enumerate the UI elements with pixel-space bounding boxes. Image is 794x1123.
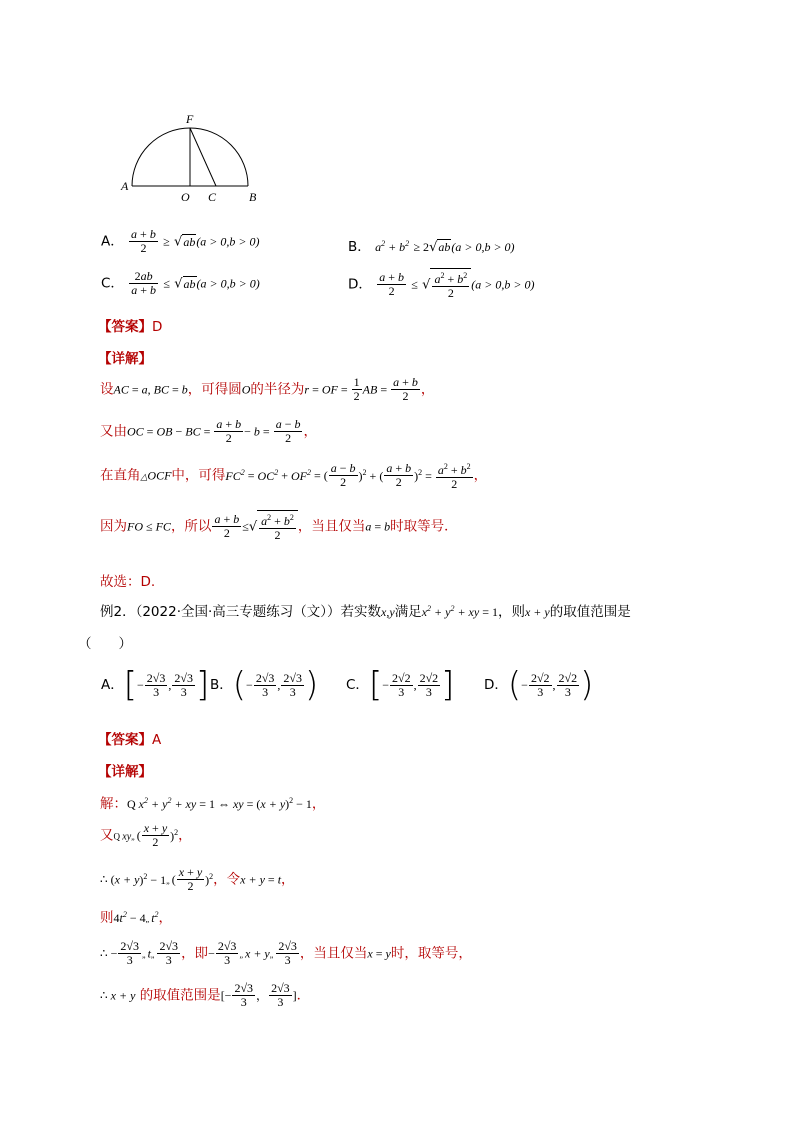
q1-detail-line-2: 又由OC = OB − BC = $\frac{a + b}{2}$ − b = $\frac{a - b}{2}$ ， xyxy=(100,417,317,445)
q2-detail-line-4: 则$4t^2$ − 4„ $t^2$， xyxy=(100,910,173,926)
q2-heading: 例2．（2022·全国·高三专题练习（文））若实数x,y满足$x^2 + y^2$ + xy = 1，则x + y的取值范围是 xyxy=(100,604,631,620)
semicircle-diagram xyxy=(118,110,268,205)
q1-detail-line-1: 设AC = a, BC = b，可得圆O的半径为r = OF = $\frac{1}{2}$ AB = $\frac{a + b}{2}$ ， xyxy=(100,375,435,403)
q2-paren: （ ） xyxy=(78,636,132,652)
q1-option-b: B． $a^2 + b^2 \ge 2√ab(a > 0,b > 0)$ xyxy=(348,239,515,255)
q2-detail-line-2: 又Q xy„ ( $\frac{x + y}{2}$ )$^2$， xyxy=(100,821,192,849)
q1-detail-line-4: 因为FO ≤ FC，所以 $\frac{a + b}{2}$ ≤√ $\frac{a^2 + b^2}{2}$ ，当且仅当a = b时取等号． xyxy=(100,512,458,542)
q2-detail-line-6: ∴ x + y 的取值范围是[− $\frac{2√3}{3}$ ， $\frac{2√3}{3}$ ]． xyxy=(100,981,311,1009)
q1-option-c: C． $\frac{2ab}{a + b}$ ≤ √ab(a > 0,b > 0) xyxy=(101,269,260,297)
q2-detail-line-5: ∴ − $\frac{2√3}{3}$ „ t„ $\frac{2√3}{3}$ ，即− $\frac{2√3}{3}$ „ x + y„ $\frac{2√3}{3}$ ，当且仅当x = y时，取等号， xyxy=(100,939,472,967)
q2-detail-line-1: 解：Q $x^2 + y^2$ + xy = 1 ⇔ xy = $(x + y)^2 - 1$， xyxy=(100,796,326,812)
label-C: C xyxy=(208,190,217,204)
q2-option-c: C．[− $\frac{2√2}{3}$ , $\frac{2√2}{3}$ ] xyxy=(346,665,455,705)
label-A: A xyxy=(121,179,129,193)
q1-option-d: D． $\frac{a + b}{2}$ ≤ √ $\frac{a^2 + b^2}{2}$ (a > 0,b > 0) xyxy=(348,270,535,300)
q2-detail-line-3: ∴ $(x + y)^2$ − 1„ ( $\frac{x + y}{2}$ )$^2$，令x + y = t， xyxy=(100,865,295,893)
q2-option-b: B．(− $\frac{2√3}{3}$ , $\frac{2√3}{3}$ ) xyxy=(210,665,319,705)
label-B: B xyxy=(249,190,257,204)
q2-answer: 【答案】A xyxy=(98,732,162,748)
segment-FC xyxy=(190,128,216,186)
q2-option-d: D．(− $\frac{2√2}{3}$ , $\frac{2√2}{3}$ ) xyxy=(484,665,594,705)
label-O: O xyxy=(181,190,190,204)
q1-answer: 【答案】D xyxy=(98,319,163,335)
q1-conclusion: 故选：D. xyxy=(100,574,156,590)
q1-detail-tag: 【详解】 xyxy=(98,351,152,367)
q2-detail-tag: 【详解】 xyxy=(98,764,152,780)
q1-option-a: A． $\frac{a + b}{2}$ ≥ √ab(a > 0,b > 0) xyxy=(101,227,260,255)
q1-detail-line-3: 在直角△OCF中，可得$FC^2 = OC^2 + OF^2$ = ( $\frac{a - b}{2}$ )$^2$ + ( $\frac{a + b}{2}$ )$^2$ = $\frac{a^2 + b^2}{2}$ ， xyxy=(100,461,488,491)
label-F: F xyxy=(186,112,194,126)
q2-option-a: A．[− $\frac{2√3}{3}$ , $\frac{2√3}{3}$ ] xyxy=(101,665,210,705)
